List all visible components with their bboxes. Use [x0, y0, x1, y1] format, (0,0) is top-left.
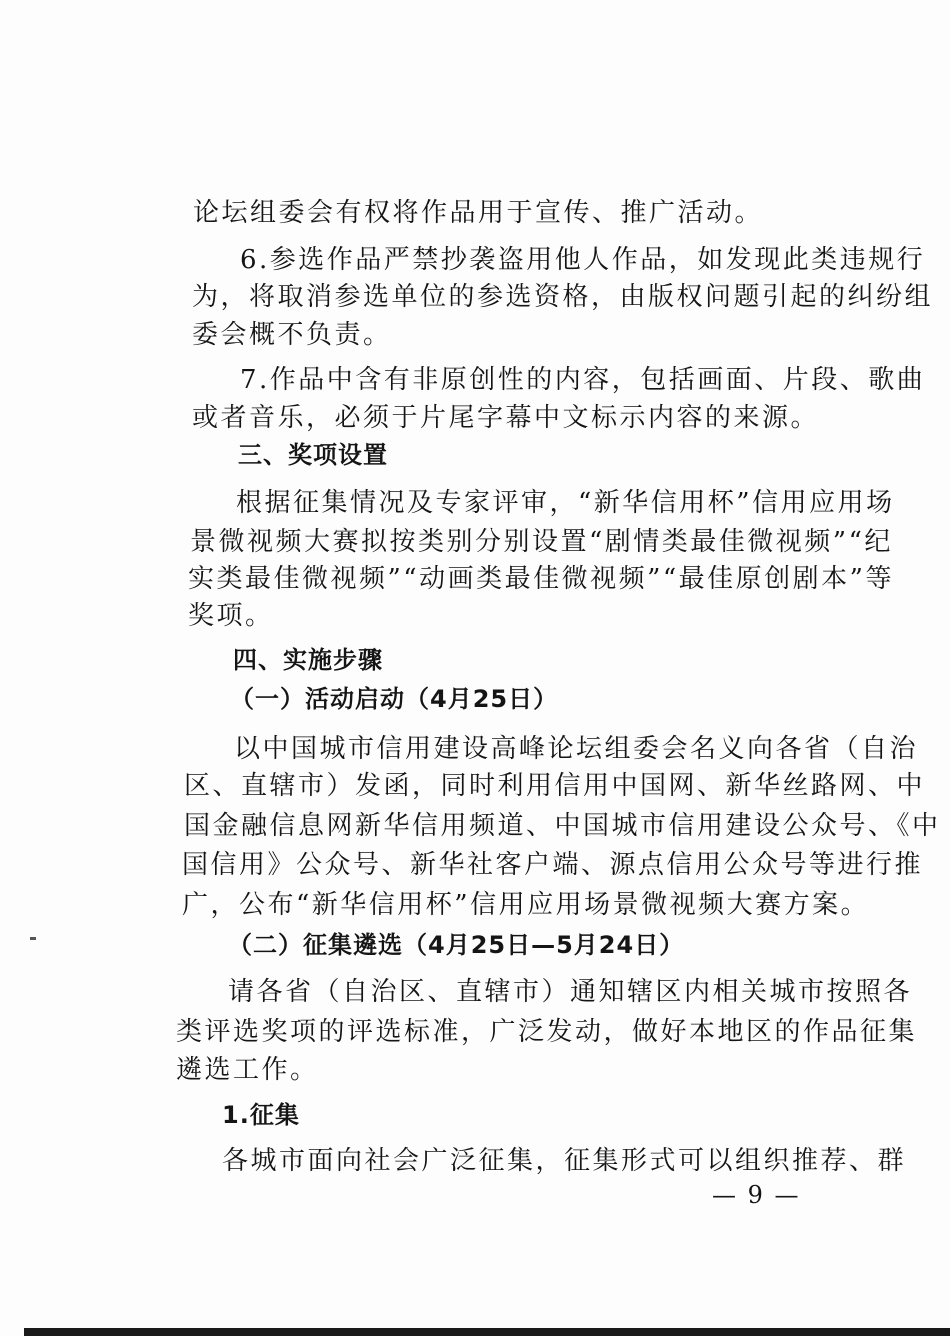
body-line: 国信用》公众号、新华社客户端、源点信用公众号等进行推 [182, 850, 924, 880]
body-line: 委会概不负责。 [192, 320, 392, 350]
body-line: 各城市面向社会广泛征集，征集形式可以组织推荐、群 [222, 1146, 907, 1176]
body-line: 6.参选作品严禁抄袭盗用他人作品，如发现此类违规行 [240, 245, 926, 275]
body-line: 7.作品中含有非原创性的内容，包括画面、片段、歌曲 [240, 365, 926, 395]
body-line: 以中国城市信用建设高峰论坛组委会名义向各省（自治 [234, 734, 919, 764]
body-line: 请各省（自治区、直辖市）通知辖区内相关城市按照各 [228, 977, 913, 1007]
body-line: 实类最佳微视频”“动画类最佳微视频”“最佳原创剧本”等 [188, 564, 894, 594]
body-line: 根据征集情况及专家评审，“新华信用杯”信用应用场 [236, 488, 895, 518]
body-line: 类评选奖项的评选标准，广泛发动，做好本地区的作品征集 [176, 1017, 918, 1047]
body-line: 为，将取消参选单位的参选资格，由版权问题引起的纠纷组 [192, 282, 934, 312]
section-heading-steps: 四、实施步骤 [233, 646, 383, 674]
item-heading-collect: 1.征集 [222, 1101, 300, 1129]
body-line: 国金融信息网新华信用频道、中国城市信用建设公众号、《中 [184, 811, 941, 841]
section-heading-awards: 三、奖项设置 [238, 441, 388, 469]
page-number: — 9 — [712, 1181, 801, 1209]
subsection-heading-collection: （二）征集遴选（4月25日—5月24日） [228, 931, 685, 959]
body-line: 奖项。 [188, 601, 274, 631]
scan-edge [24, 1328, 950, 1336]
scan-artifact [30, 937, 36, 940]
body-line: 广，公布“新华信用杯”信用应用场景微视频大赛方案。 [182, 890, 870, 920]
body-line: 或者音乐，必须于片尾字幕中文标示内容的来源。 [192, 403, 820, 433]
body-line: 景微视频大赛拟按类别分别设置“剧情类最佳微视频”“纪 [190, 527, 893, 557]
body-line: 遴选工作。 [176, 1055, 319, 1085]
body-line: 论坛组委会有权将作品用于宣传、推广活动。 [193, 198, 764, 228]
subsection-heading-launch: （一）活动启动（4月25日） [230, 685, 559, 713]
body-line: 区、直辖市）发函，同时利用信用中国网、新华丝路网、中 [184, 771, 926, 801]
